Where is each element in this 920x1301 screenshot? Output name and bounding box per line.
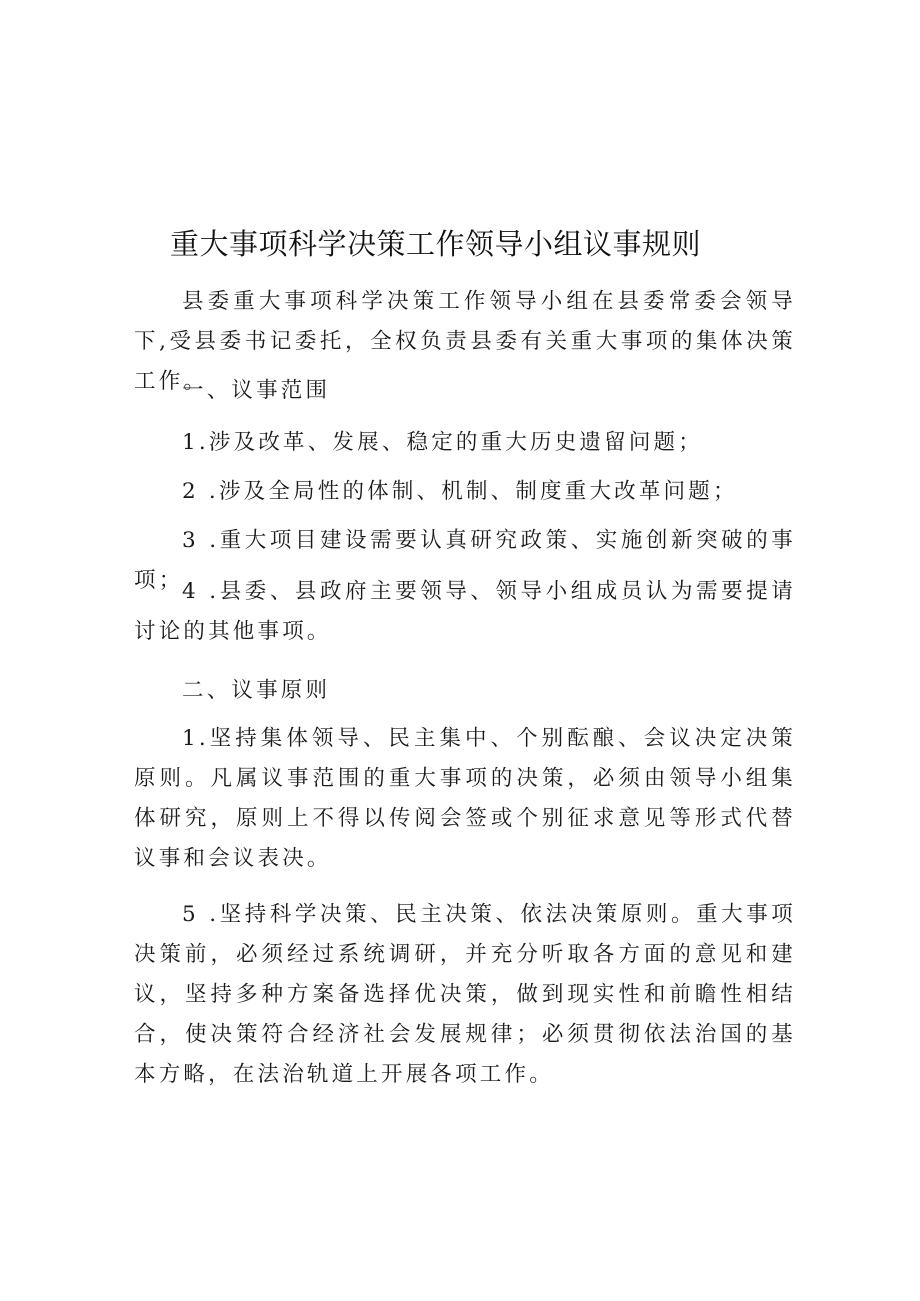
scope-item-3: 3 .重大项目建设需要认真研究政策、实施创新突破的事项；	[134, 528, 796, 593]
scope-item-4: 4 .县委、县政府主要领导、领导小组成员认为需要提请讨论的其他事项。	[134, 579, 796, 644]
section-heading-principles: 二、议事原则	[182, 678, 331, 703]
principle-item-5: 5 .坚持科学决策、民主决策、依法决策原则。重大事项决策前，必须经过系统调研，并充分听取各方面的意见和建议，坚持多种方案备选择优决策，做到现实性和前瞻性相结合，使决策符合经济社会发展规律；必须贯彻依法治国的基本方略，在法治轨道上开展各项工作。	[134, 902, 796, 1087]
scope-item-1: 1.涉及改革、发展、稳定的重大历史遗留问题；	[182, 430, 703, 455]
intro-paragraph: 县委重大事项科学决策工作领导小组在县委常委会领导下,受县委书记委托，全权负责县委有关重大事项的集体决策工作。	[134, 289, 796, 394]
principle-item-1: 1.坚持集体领导、民主集中、个别酝酿、会议决定决策原则。凡属议事范围的重大事项的决策，必须由领导小组集体研究，原则上不得以传阅会签或个别征求意见等形式代替议事和会议表决。	[134, 726, 796, 871]
section-heading-scope: 一、议事范围	[182, 378, 331, 403]
document-title: 重大事项科学决策工作领导小组议事规则	[170, 227, 702, 261]
scope-item-2: 2 .涉及全局性的体制、机制、制度重大改革问题；	[182, 479, 738, 504]
